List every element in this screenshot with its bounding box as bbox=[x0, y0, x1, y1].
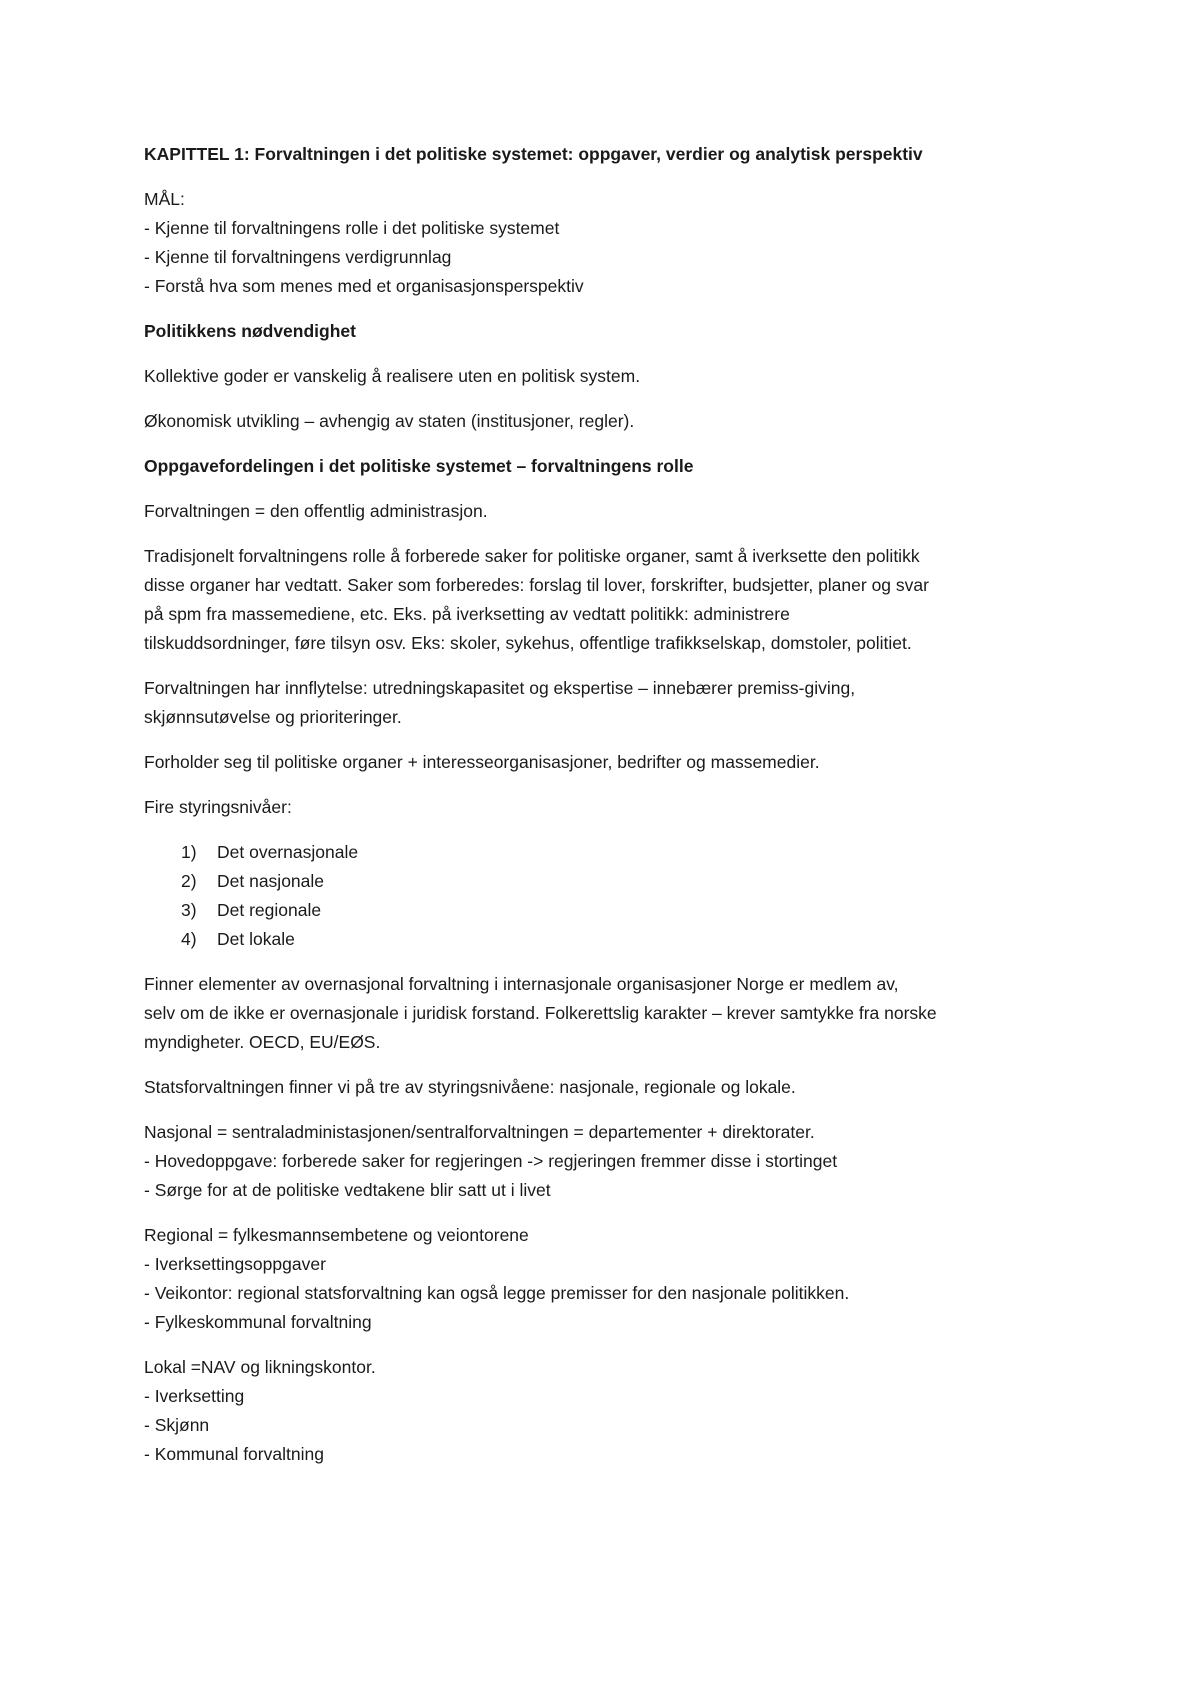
list-item bbox=[144, 896, 1064, 925]
paragraph-line: - Iverksettingsoppgaver bbox=[144, 1254, 326, 1274]
list-number: 3) bbox=[181, 900, 197, 920]
goal-item: - Kjenne til forvaltningens rolle i det politiske systemet bbox=[144, 218, 560, 238]
paragraph-line: skjønnsutøvelse og prioriteringer. bbox=[144, 707, 402, 727]
national-block bbox=[144, 1118, 1064, 1205]
list-number: 4) bbox=[181, 929, 197, 949]
paragraph bbox=[144, 970, 1064, 1057]
paragraph: Statsforvaltningen finner vi på tre av styringsnivåene: nasjonale, regionale og lokale. bbox=[144, 1077, 796, 1097]
list-label: Det regionale bbox=[217, 900, 322, 920]
paragraph-line: selv om de ikke er overnasjonale i juridisk forstand. Folkerettslig karakter – krever samtykke fra norske bbox=[144, 1003, 937, 1023]
list-label: Det overnasjonale bbox=[217, 842, 359, 862]
list-item bbox=[144, 838, 1064, 867]
paragraph-line: Finner elementer av overnasjonal forvaltning i internasjonale organisasjoner Norge er medlem av, bbox=[144, 974, 899, 994]
paragraph-line: myndigheter. OECD, EU/EØS. bbox=[144, 1032, 381, 1052]
list-item bbox=[144, 925, 1064, 954]
paragraph-line: - Veikontor: regional statsforvaltning kan også legge premisser for den nasjonale politikken. bbox=[144, 1283, 850, 1303]
list-label: Det nasjonale bbox=[217, 871, 325, 891]
paragraph-line: - Hovedoppgave: forberede saker for regjeringen -> regjeringen fremmer disse i stortinget bbox=[144, 1151, 838, 1171]
paragraph-line: på spm fra massemediene, etc. Eks. på iverksetting av vedtatt politikk: administrere bbox=[144, 604, 790, 624]
paragraph: Økonomisk utvikling – avhengig av staten (institusjoner, regler). bbox=[144, 411, 635, 431]
document-page bbox=[144, 140, 1064, 1485]
levels-list bbox=[144, 838, 1064, 954]
paragraph-line: tilskuddsordninger, føre tilsyn osv. Eks: skoler, sykehus, offentlige trafikkselskap, domstoler, politiet. bbox=[144, 633, 912, 653]
paragraph-line: Nasjonal = sentraladministasjonen/sentralforvaltningen = departementer + direktorater. bbox=[144, 1122, 815, 1142]
goal-item: - Kjenne til forvaltningens verdigrunnlag bbox=[144, 247, 452, 267]
paragraph-line: Lokal =NAV og likningskontor. bbox=[144, 1357, 376, 1377]
paragraph bbox=[144, 542, 1064, 658]
list-item bbox=[144, 867, 1064, 896]
goals-heading: MÅL: bbox=[144, 189, 185, 209]
goal-item: - Forstå hva som menes med et organisasjonsperspektiv bbox=[144, 276, 584, 296]
goals-block bbox=[144, 185, 1064, 301]
paragraph: Fire styringsnivåer: bbox=[144, 797, 292, 817]
paragraph-line: Tradisjonelt forvaltningens rolle å forberede saker for politiske organer, samt å iverksette den politikk bbox=[144, 546, 920, 566]
paragraph-line: disse organer har vedtatt. Saker som forberedes: forslag til lover, forskrifter, budsjetter, planer og svar bbox=[144, 575, 929, 595]
regional-block bbox=[144, 1221, 1064, 1337]
list-number: 2) bbox=[181, 871, 197, 891]
section-heading: Politikkens nødvendighet bbox=[144, 321, 356, 341]
chapter-title: KAPITTEL 1: Forvaltningen i det politiske systemet: oppgaver, verdier og analytisk perspektiv bbox=[144, 144, 923, 164]
paragraph-line: Regional = fylkesmannsembetene og veiontorene bbox=[144, 1225, 529, 1245]
paragraph-line: Forvaltningen har innflytelse: utredningskapasitet og ekspertise – innebærer premiss-giving, bbox=[144, 678, 856, 698]
paragraph-line: - Sørge for at de politiske vedtakene blir satt ut i livet bbox=[144, 1180, 551, 1200]
paragraph: Kollektive goder er vanskelig å realisere uten en politisk system. bbox=[144, 366, 641, 386]
paragraph: Forholder seg til politiske organer + interesseorganisasjoner, bedrifter og massemedier. bbox=[144, 752, 820, 772]
local-block bbox=[144, 1353, 1064, 1469]
list-number: 1) bbox=[181, 842, 197, 862]
paragraph-line: - Fylkeskommunal forvaltning bbox=[144, 1312, 372, 1332]
paragraph-line: - Kommunal forvaltning bbox=[144, 1444, 324, 1464]
paragraph-line: - Iverksetting bbox=[144, 1386, 245, 1406]
list-label: Det lokale bbox=[217, 929, 295, 949]
paragraph bbox=[144, 674, 1064, 732]
paragraph-line: - Skjønn bbox=[144, 1415, 210, 1435]
paragraph: Forvaltningen = den offentlig administrasjon. bbox=[144, 501, 488, 521]
section-heading: Oppgavefordelingen i det politiske systemet – forvaltningens rolle bbox=[144, 456, 694, 476]
